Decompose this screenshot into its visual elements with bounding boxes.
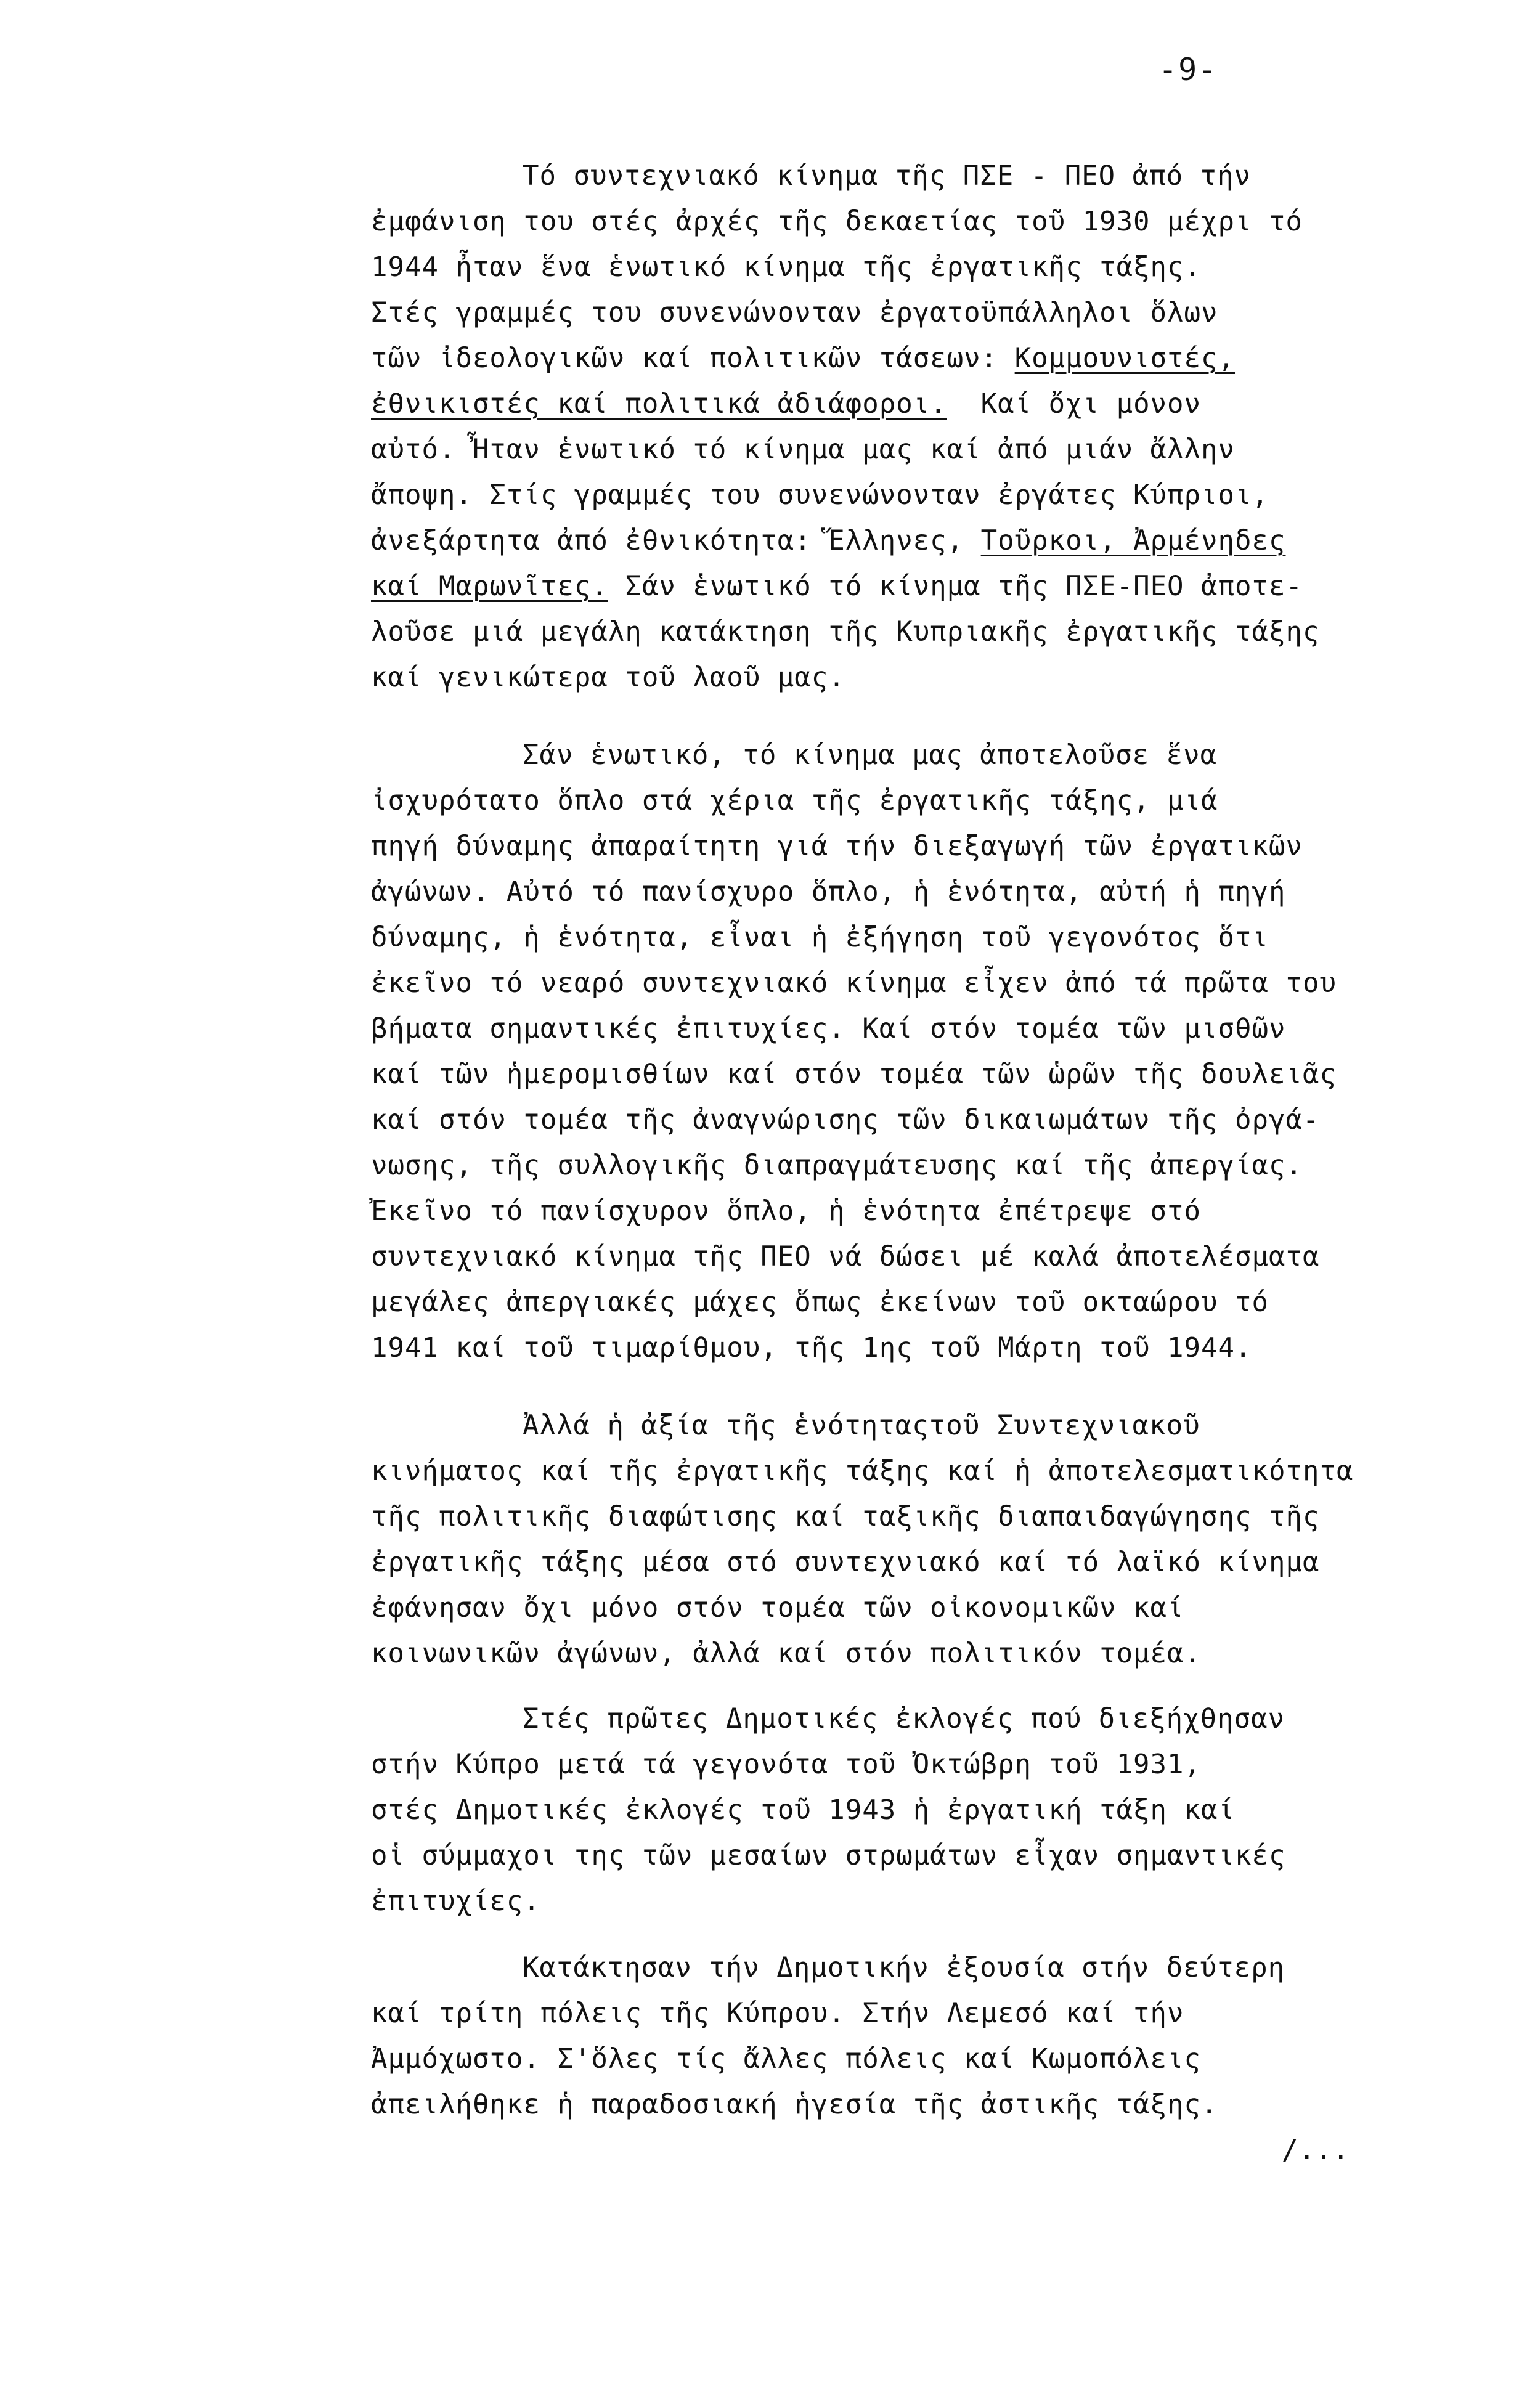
text-line — [371, 386, 1201, 423]
text-line: δύναμης, ἡ ἑνότητα, εἶναι ἡ ἐξήγηση τοῦ γεγονότος ὅτι — [371, 922, 1269, 953]
text-line: Σάν ἑνωτικό, τό κίνημα μας ἀποτελοῦσε ἕνα — [523, 739, 1218, 771]
text-line: καί στόν τομέα τῆς ἀναγνώρισης τῶν δικαιωμάτων τῆς ὀργά- — [371, 1104, 1320, 1136]
text-line — [371, 523, 1285, 559]
text-line: λοῦσε μιά μεγάλη κατάκτηση τῆς Κυπριακῆς ἐργατικῆς τάξης — [371, 616, 1320, 648]
underlined-text: Τοῦρκοι, Ἀρμένηδες — [980, 525, 1286, 556]
text-line: νωσης, τῆς συλλογικῆς διαπραγμάτευσης καί τῆς ἀπεργίας. — [371, 1150, 1303, 1181]
text-line: αὐτό. Ἦταν ἑνωτικό τό κίνημα μας καί ἀπό μιάν ἄλλην — [371, 434, 1236, 465]
text-line: καί τρίτη πόλεις τῆς Κύπρου. Στήν Λεμεσό καί τήν — [371, 1998, 1184, 2029]
text-line — [371, 340, 1235, 377]
underlined-text: ἐθνικιστές καί πολιτικά ἀδιάφοροι. — [371, 388, 947, 420]
text-line: 1944 ἦταν ἕνα ἑνωτικό κίνημα τῆς ἐργατικῆς τάξης. — [371, 251, 1202, 283]
text-line: Στές γραμμές του συνενώνονταν ἐργατοϋπάλληλοι ὅλων — [371, 297, 1218, 328]
text-line: Τό συντεχνιακό κίνημα τῆς ΠΣΕ - ΠΕΟ ἀπό τήν — [523, 160, 1252, 192]
text-line: Στές πρῶτες Δημοτικές ἐκλογές πού διεξήχθησαν — [523, 1703, 1285, 1735]
text-line: Κατάκτησαν τήν Δημοτικήν ἐξουσία στήν δεύτερη — [523, 1952, 1285, 1983]
text-line: κινήματος καί τῆς ἐργατικῆς τάξης καί ἡ ἀποτελεσματικότητα — [371, 1455, 1354, 1487]
continuation-mark: /... — [1282, 2134, 1350, 2166]
page-number: -9- — [1158, 52, 1218, 87]
text-line: καί γενικώτερα τοῦ λαοῦ μας. — [371, 662, 845, 693]
text-line: τῆς πολιτικῆς διαφώτισης καί ταξικῆς διαπαιδαγώγησης τῆς — [371, 1501, 1320, 1532]
underlined-text: καί Μαρωνῖτες. — [371, 571, 608, 602]
text-line: βήματα σημαντικές ἐπιτυχίες. Καί στόν τομέα τῶν μισθῶν — [371, 1013, 1286, 1044]
text-line: ἰσχυρότατο ὅπλο στά χέρια τῆς ἐργατικῆς τάξης, μιά — [371, 785, 1218, 816]
underlined-text: Κομμουνιστές, — [1014, 343, 1236, 374]
text-line: Ἀλλά ἡ ἀξία τῆς ἑνότηταςτοῦ Συντεχνιακοῦ — [523, 1410, 1200, 1441]
text-segment: Καί ὄχι μόνον — [947, 388, 1202, 420]
text-segment: ἀνεξάρτητα ἀπό ἐθνικότητα: Ἕλληνες, — [371, 525, 981, 556]
text-line: Ἐκεῖνο τό πανίσχυρον ὅπλο, ἡ ἑνότητα ἐπέτρεψε στό — [371, 1195, 1202, 1227]
text-line: 1941 καί τοῦ τιμαρίθμου, τῆς 1ης τοῦ Μάρτη τοῦ 1944. — [371, 1332, 1252, 1364]
text-line: ἀγώνων. Αὐτό τό πανίσχυρο ὅπλο, ἡ ἑνότητα, αὐτή ἡ πηγή — [371, 876, 1286, 908]
text-line: στές Δημοτικές ἐκλογές τοῦ 1943 ἡ ἐργατική τάξη καί — [371, 1794, 1236, 1826]
text-line: ἐπιτυχίες. — [371, 1885, 540, 1917]
text-line: πηγή δύναμης ἀπαραίτητη γιά τήν διεξαγωγή τῶν ἐργατικῶν — [371, 831, 1303, 862]
text-line: Ἀμμόχωστο. Σ'ὅλες τίς ἄλλες πόλεις καί Κωμοπόλεις — [371, 2043, 1202, 2075]
text-line — [371, 568, 1303, 605]
text-line: κοινωνικῶν ἀγώνων, ἀλλά καί στόν πολιτικόν τομέα. — [371, 1638, 1202, 1669]
text-line: ἐκεῖνο τό νεαρό συντεχνιακό κίνημα εἶχεν ἀπό τά πρῶτα του — [371, 967, 1337, 999]
text-line: καί τῶν ἡμερομισθίων καί στόν τομέα τῶν ὡρῶν τῆς δουλειᾶς — [371, 1059, 1337, 1090]
text-line: ἐφάνησαν ὄχι μόνο στόν τομέα τῶν οἰκονομικῶν καί — [371, 1592, 1184, 1624]
text-line: στήν Κύπρο μετά τά γεγονότα τοῦ Ὀκτώβρη τοῦ 1931, — [371, 1749, 1202, 1780]
text-line: οἱ σύμμαχοι της τῶν μεσαίων στρωμάτων εἶχαν σημαντικές — [371, 1840, 1286, 1871]
text-line: μεγάλες ἀπεργιακές μάχες ὅπως ἐκείνων τοῦ οκταώρου τό — [371, 1287, 1269, 1318]
text-line: ἀπειλήθηκε ἡ παραδοσιακή ἡγεσία τῆς ἀστικῆς τάξης. — [371, 2089, 1218, 2120]
text-line: ἐμφάνιση του στές ἀρχές τῆς δεκαετίας τοῦ 1930 μέχρι τό — [371, 206, 1303, 237]
text-line: ἄποψη. Στίς γραμμές του συνενώνονταν ἐργάτες Κύπριοι, — [371, 479, 1269, 511]
text-line: συντεχνιακό κίνημα τῆς ΠΕΟ νά δώσει μέ καλά ἀποτελέσματα — [371, 1241, 1320, 1272]
text-line: ἐργατικῆς τάξης μέσα στό συντεχνιακό καί τό λαϊκό κίνημα — [371, 1547, 1320, 1578]
text-segment: τῶν ἰδεολογικῶν καί πολιτικῶν τάσεων: — [371, 343, 1015, 374]
text-segment: Σάν ἑνωτικό τό κίνημα τῆς ΠΣΕ-ΠΕΟ ἀποτε- — [608, 571, 1303, 602]
